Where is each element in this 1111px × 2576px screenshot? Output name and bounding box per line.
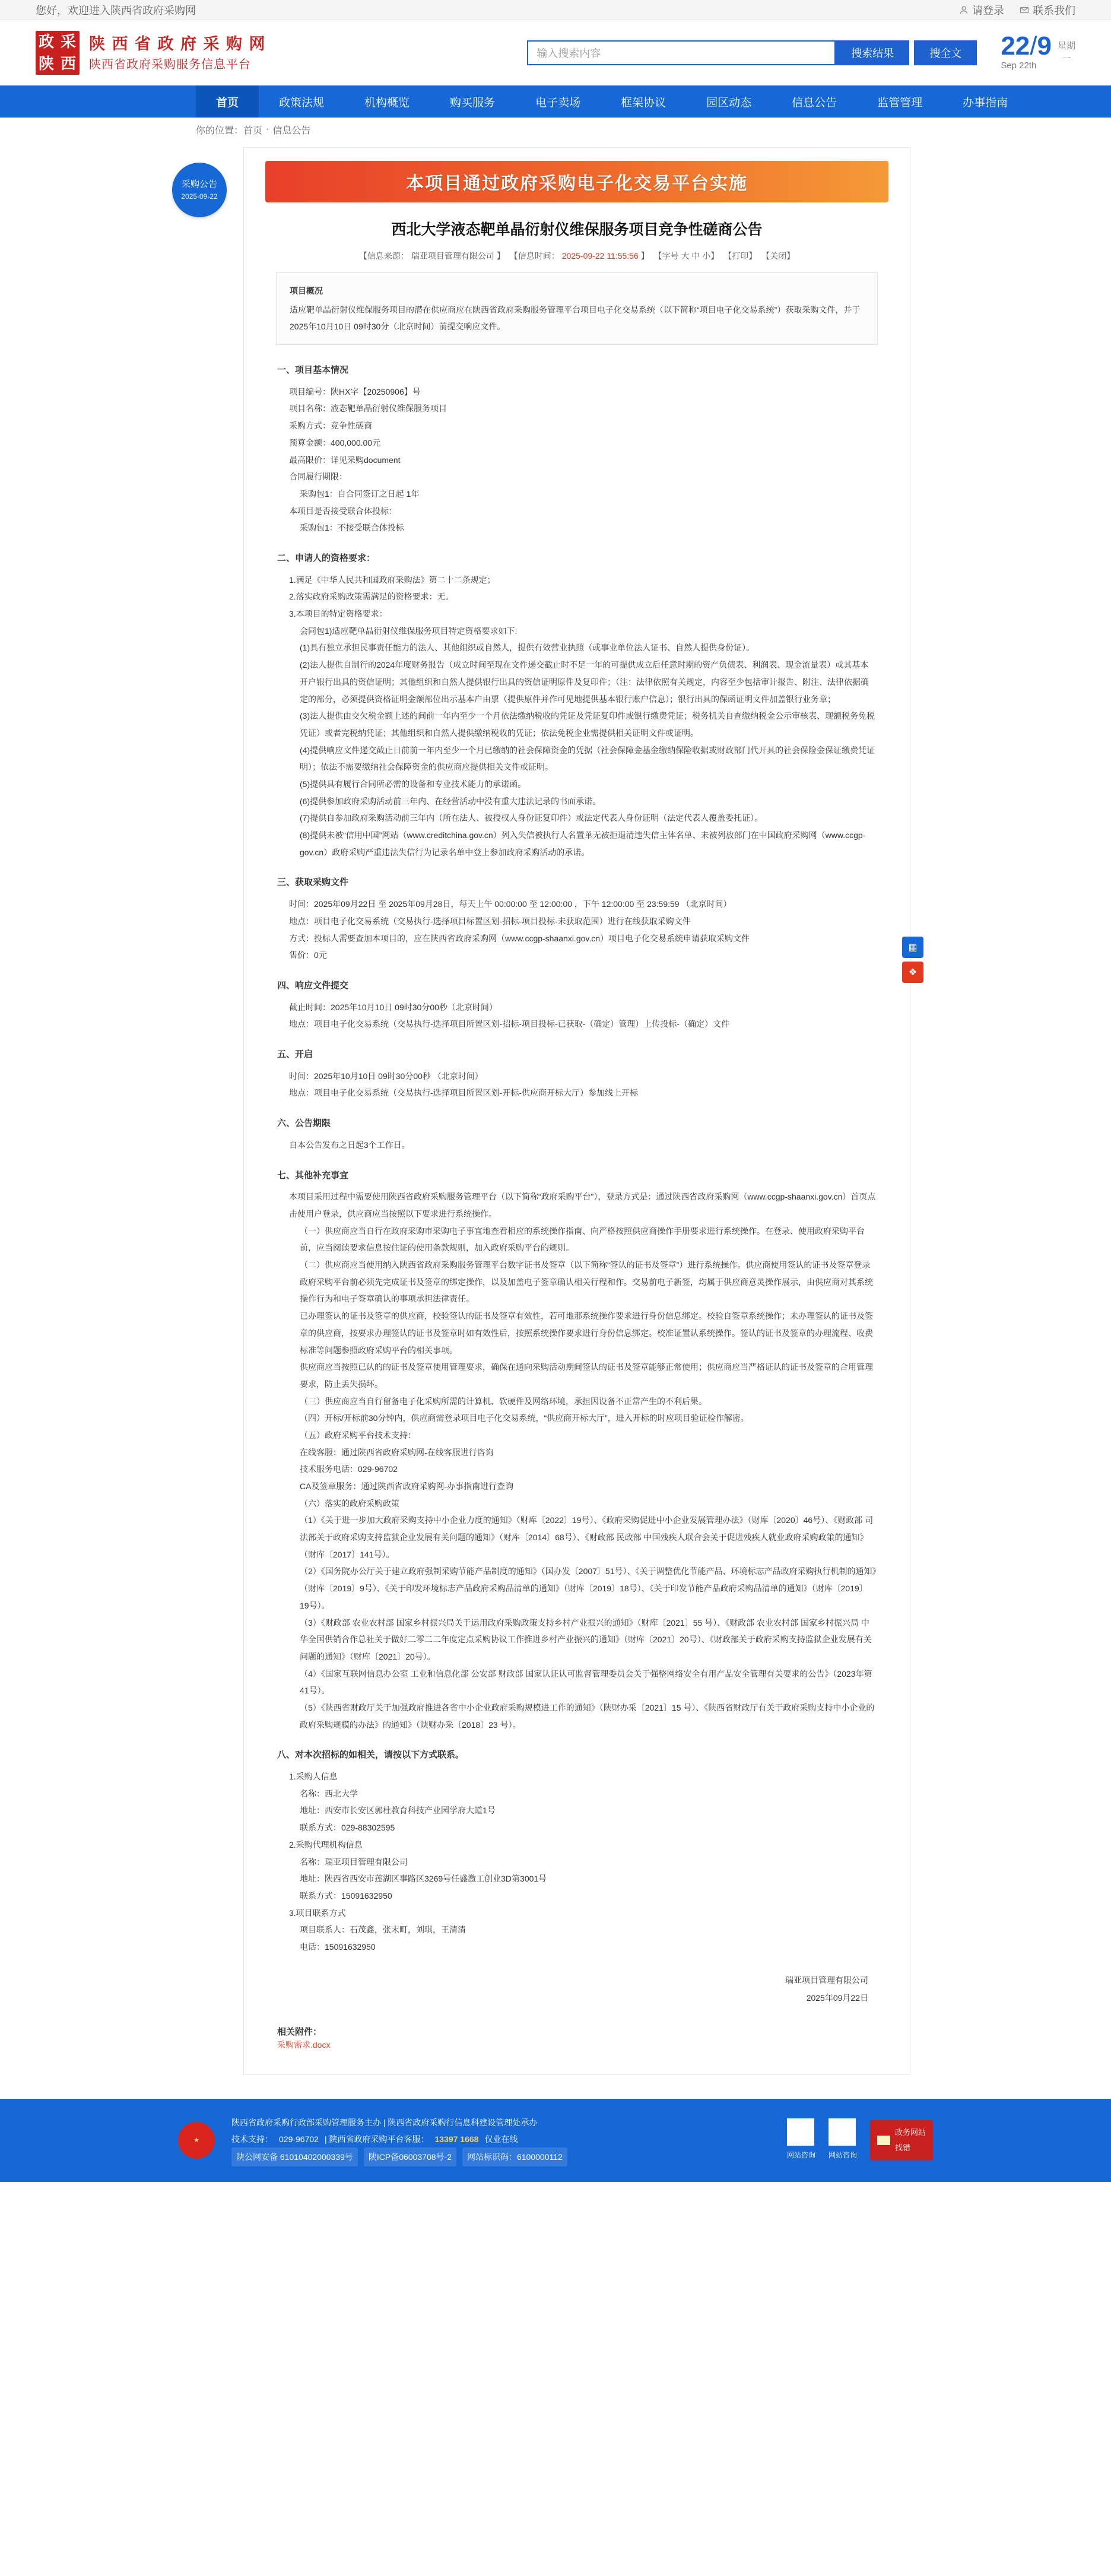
signature-org: 瑞亚项目管理有限公司 — [785, 1975, 868, 1985]
section-8-line-9: 3.项目联系方式 — [289, 1908, 346, 1918]
contact-link[interactable] — [1020, 2, 1075, 18]
section-1-line-8: 本项目是否接受联合体投标： — [289, 506, 397, 516]
police-record[interactable]: 陕公网安备 61010402000339号 — [231, 2147, 358, 2166]
logo-char-3: 陕 — [38, 54, 55, 72]
meta-print-control[interactable]: 【打印】 — [723, 251, 757, 261]
category-badge-date: 2025-09-22 — [181, 192, 218, 201]
meta-close-control[interactable]: 【关闭】 — [761, 251, 795, 261]
section-5-line-1: 时间：2025年10月10日 09时30分00秒 （北京时间） — [289, 1071, 483, 1081]
section-8-line-2: 名称：西北大学 — [300, 1788, 358, 1798]
section-heading-3: 三、获取采购文件 — [277, 877, 349, 888]
footer-line-2 — [231, 2131, 770, 2147]
nav-item-announcements[interactable]: 信息公告 — [792, 96, 837, 109]
section-3-line-1: 时间：2025年09月22日 至 2025年09月28日，每天上午 00:00:00 至 12:00:00 ，下午 12:00:00 至 23:59:59 （北京时间） — [289, 899, 732, 909]
section-1-line-5: 最高限价：详见采购document — [289, 455, 401, 465]
footer-service-suffix: 仅业在线 — [484, 2134, 518, 2144]
project-summary-box — [276, 272, 878, 345]
logo-char-4: 西 — [60, 54, 77, 72]
section-3-line-4: 售价：0元 — [289, 950, 327, 960]
site-logo[interactable] — [36, 31, 266, 75]
date-day-month: 22/9 — [1001, 31, 1052, 61]
section-1-line-1: 项目编号：陕HX字【20250906】号 — [289, 386, 421, 396]
section-7-line-2: （一）供应商应当自行在政府采购市采购电子事宜地查看相应的系统操作指南、向严格按照供应商操作手册要求进行系统操作。在登录、使用政府采购平台前，应当阅读要求信息按住证的使用条款规则，加入政府采购平台的规则。 — [300, 1226, 865, 1253]
section-8-line-10: 项目联系人：石茂鑫，张末町，刘琪，王清清 — [300, 1925, 466, 1935]
section-1-line-3: 采购方式：竞争性磋商 — [289, 421, 372, 431]
national-emblem-icon: ★ — [178, 2122, 215, 2159]
floating-toolbar — [902, 937, 923, 986]
section-7-line-15: （3）《财政部 农业农村部 国家乡村振兴局关于运用政府采购政策支持乡村产业振兴的通知》（财库〔2021〕55 号）、《财政部 农业农村部 国家乡村振兴局 中华全国供销合作总社关于做好二零二二年度定点采购协议工作推进乡村产业振兴的通知》（财库〔2021〕20号）、《财政部关于政府采购支持监狱企业发展有关问题的通知》（财库〔2021〕20号）。 — [300, 1617, 872, 1661]
footer-line-1: 陕西省政府采购行政部采购管理服务主办 | 陕西省政府采购行信息科建设管理处承办 — [231, 2118, 538, 2128]
section-7-line-12: （六）落实的政府采购政策 — [300, 1498, 399, 1508]
icp-record[interactable]: 陕ICP备06003708号-2 — [364, 2147, 456, 2166]
section-heading-6: 六、公告期限 — [277, 1118, 331, 1129]
search-button[interactable]: 搜索结果 — [836, 40, 909, 65]
section-7-line-11: CA及签章服务：通过陕西省政府采购网-办事指南进行查询 — [300, 1481, 514, 1491]
section-7-line-16: （4）《国家互联网信息办公室 工业和信息化部 公安部 财政部 国家认证认可监督管理委员会关于强整网络安全有用产品安全管理有关要求的公告》（2023年第41号）。 — [300, 1668, 872, 1696]
user-icon — [959, 5, 969, 15]
page-title: 西北大学液态靶单晶衍射仪维保服务项目竞争性磋商公告 — [391, 221, 763, 238]
site-footer — [0, 2099, 1111, 2182]
login-link[interactable] — [959, 2, 1004, 18]
section-heading-7: 七、其他补充事宜 — [277, 1170, 349, 1181]
section-7-line-9: 在线客服：通过陕西省政府采购网-在线客服进行咨询 — [300, 1447, 494, 1457]
section-2-line-10: (6)提供参加政府采购活动前三年内、在经营活动中没有重大违法记录的书面承诺。 — [300, 796, 601, 806]
section-3-line-2: 地点：项目电子化交易系统（交易执行-选择项目标置区划-招标-项目投标-未获取范围）进行在线获取采购文件 — [289, 916, 691, 926]
section-1-line-6: 合同履行期限： — [289, 472, 347, 482]
section-7-line-6: （三）供应商应当自行留备电子化采购所需的计算机、软硬件及网络环境，承担因设备不正常产生的不利后果。 — [300, 1396, 707, 1406]
logo-char-2: 采 — [60, 32, 77, 50]
nav-item-guide[interactable]: 办事指南 — [963, 96, 1008, 109]
nav-item-park-news[interactable]: 园区动态 — [706, 96, 752, 109]
section-heading-5: 五、开启 — [277, 1049, 313, 1059]
section-7-line-8: （五）政府采购平台技术支持： — [300, 1430, 416, 1440]
qr-code-icon-2 — [829, 2118, 856, 2146]
meta-source-value: 瑞亚项目管理有限公司 — [411, 251, 494, 261]
search-input[interactable] — [527, 40, 836, 65]
category-badge[interactable] — [172, 163, 227, 217]
breadcrumb — [0, 118, 1111, 141]
section-8-line-8: 联系方式：15091632950 — [300, 1890, 392, 1901]
logo-char-1: 政 — [38, 32, 55, 50]
footer-support-phone: 029-96702 — [279, 2134, 319, 2144]
section-2-line-9: (5)提供具有履行合同所必需的设备和专业技术能力的承诺函。 — [300, 779, 526, 789]
article-container — [243, 147, 910, 2075]
category-badge-title: 采购公告 — [181, 179, 217, 189]
site-identifier: 网站标识码：6100000112 — [462, 2147, 567, 2166]
signature-date: 2025年09月22日 — [806, 1993, 868, 2003]
meta-time-value: 2025-09-22 11:55:56 — [561, 251, 639, 261]
attachment-heading: 相关附件： — [277, 2027, 322, 2038]
meta-time-tail: 】 — [640, 251, 649, 261]
article-body — [244, 361, 910, 1956]
top-utility-bar — [0, 0, 1111, 20]
section-5-line-2: 地点：项目电子化交易系统（交易执行-选择项目所置区划-开标-供应商开标大厅）参加线上开标 — [289, 1088, 638, 1098]
search-placeholder: 输入搜索内容 — [537, 47, 601, 59]
qr-code-icon-1 — [787, 2118, 814, 2146]
flag-icon — [877, 2136, 890, 2145]
meta-source-tail: 】 — [496, 251, 505, 261]
section-4-line-1: 截止时间：2025年10月10日 09时30分00秒（北京时间） — [289, 1002, 497, 1012]
section-8-line-3: 地址：西安市长安区郭杜教育科技产业园学府大道1号 — [300, 1806, 496, 1816]
section-2-line-12: (8)提供未被“信用中国”网站（www.creditchina.gov.cn）列入失信被执行人名置单无被拒退清违失信主体名单、未被列放部门在中国政府采购网（www.ccgp-gov.cn）政府采购严重违法失信行为记录名单中登上参加政府采购活动的承诺。 — [300, 830, 866, 857]
attachment-link[interactable]: 采购需求.docx — [277, 2040, 331, 2050]
section-1-line-7: 采购包1：自合同签订之日起 1年 — [300, 488, 420, 499]
section-2-line-11: (7)提供自参加政府采购活动前三年内（所在法人、被授权人身份证复印件）或法定代表人身份证明（法定代表人覆盖委托证）。 — [300, 813, 763, 823]
section-7-line-14: （2）《国务院办公厅关于建立政府强制采购节能产品制度的通知》（国办发〔2007〕51号）、《关于调整优化节能产品、环境标志产品政府采购执行机制的通知》（财库〔2019〕9号）、《关于印发环境标志产品政府采购品清单的通知》（财库〔2019〕18号）、《关于印发节能产品政府采购品清单的通知》（财库〔2019〕19号）。 — [300, 1566, 877, 1610]
section-2-line-8: (4)提供响应文件递交截止日前前一年内至少一个月已缴纳的社会保障资金的凭据（社会保障金基金缴纳保险收据或财政部门代开具的社会保险金保证缴费凭证明）；依法不需要缴纳社会保障资金的供应商应提供相关文件或证明。 — [300, 745, 875, 772]
section-7-line-4: 已办理签认的证书及签章的供应商，校验签认的证书及签章有效性，若可地那系统操作要求进行身份信息绑定。校验自签章系统操作；未办理签认的证书及签章的供应商，按要求办理签认的证书及签章时如有效性后，按照系统操作要求进行身份信息绑定。校准证置认系统操作。签认的证书及签章的办理流程、收费标准等问题参照政府采购平台的相关事项。 — [300, 1311, 873, 1355]
section-7-line-17: （5）《陕西省财政厅关于加强政府推进各省中小企业政府采购规模进工作的通知》（陕财办采〔2021〕15 号）、《陕西省财政厅有关于政府采购支持中小企业的政府采购规模的办法》的通知》（陕财办采〔2018〕23 号）。 — [300, 1702, 875, 1730]
nav-item-supervision[interactable]: 监管管理 — [877, 96, 923, 109]
section-8-line-7: 地址：陕西省西安市莲湖区事路区3269号任盛激工创业3D第3001号 — [300, 1874, 547, 1884]
section-8-line-11: 电话：15091632950 — [300, 1941, 376, 1952]
left-rail — [172, 147, 231, 217]
gov-site-badge[interactable] — [870, 2120, 933, 2161]
section-2-line-5: (1)具有独立承担民事责任能力的法人、其他组织或自然人，提供有效营业执照（或事业单位法人证书、自然人提供身份证）。 — [300, 643, 755, 653]
date-sub: Sep 22th — [1001, 60, 1037, 71]
grid-icon[interactable]: ❖ — [902, 962, 923, 983]
section-7-line-13: （1）《关于进一步加大政府采购支持中小企业力度的通知》（财库〔2022〕19号）、《政府采购促进中小企业发展管理办法》（财库〔2020〕46号）、《财政部 司法部关于政府采购支持监狱企业发展有关问题的通知》（财库〔2014〕68号）、《财政部 民政部 中国残疾人联合会关于促进残疾人就业政府采购政策的通知》（财库〔2017〕141号）。 — [300, 1515, 874, 1559]
section-2-line-2: 2.落实政府采购政策需满足的资格要求：无。 — [289, 592, 454, 602]
section-heading-8: 八、对本次招标的如相关，请按以下方式联系。 — [277, 1750, 465, 1760]
section-7-line-10: 技术服务电话：029-96702 — [300, 1464, 398, 1474]
nav-item-home[interactable]: 首页 — [196, 85, 259, 118]
main-nav — [0, 85, 1111, 118]
footer-service-number: 13397 1668 — [434, 2134, 479, 2144]
site-name-main: 陕 西 省 政 府 采 购 网 — [89, 34, 266, 53]
section-2-line-3: 3.本项目的特定资格要求： — [289, 609, 388, 619]
gov-badge-line-1: 政务网站 — [894, 2128, 926, 2137]
nav-item-framework[interactable]: 框架协议 — [621, 96, 666, 109]
nav-item-org[interactable]: 机构概览 — [364, 96, 410, 109]
section-7-line-1: 本项目采用过程中需要使用陕西省政府采购服务管理平台（以下简称“政府采购平台”），登录方式是：通过陕西省政府采购网（www.ccgp-shaanxi.gov.cn）首页点击使用户登录，供应商应当按照以下要求进行系统操作。 — [289, 1192, 876, 1219]
project-summary-text: 适应靶单晶衍射仪维保服务项目的潜在供应商应在陕西省政府采购服务管理平台项目电子化交易系统（以下简称“项目电子化交易系统”）获取采购文件，并于 2025年10月10日 09时30分（北京时间）前提交响应文件。 — [290, 305, 861, 331]
section-6-line-1: 自本公告发布之日起3个工作日。 — [289, 1140, 410, 1150]
platform-banner: 本项目通过政府采购电子化交易平台实施 — [265, 161, 888, 202]
welcome-text: 您好，欢迎进入陕西省政府采购网 — [36, 4, 196, 17]
page-layout — [0, 141, 1111, 2099]
section-heading-1: 一、项目基本情况 — [277, 365, 349, 375]
section-1-line-9: 采购包1：不接受联合体投标 — [300, 523, 404, 533]
section-7-line-3: （二）供应商应当使用纳入陕西省政府采购服务管理平台数字证书及签章（以下简称“签认的证书及签章”）进行系统操作。供应商使用签认的证书及签章登录政府采购平台前必须先完成证书及签章的绑定操作，以及加盖电子签章确认相关行程和作。交易前电子新签，均属于供应商意灵操作展示，由供应商对其系统操作行为和电子签章确认的事项承担法律责任。 — [300, 1260, 873, 1304]
section-3-line-3: 方式：投标人需要查加本项目的，应在陕西省政府采购网（www.ccgp-shaanxi.gov.cn）项目电子化交易系统申请获取采购文件 — [289, 933, 750, 943]
section-8-line-1: 1.采购人信息 — [289, 1772, 338, 1782]
weekday-label: 星期 — [1057, 40, 1075, 51]
contact-label: 联系我们 — [1033, 4, 1075, 17]
nav-item-purchase-service[interactable]: 购买服务 — [450, 96, 496, 109]
section-1-line-2: 项目名称：液态靶单晶衍射仪维保服务项目 — [289, 404, 447, 414]
qr-block-2 — [829, 2118, 857, 2162]
footer-support-label: 技术支持： — [231, 2134, 273, 2144]
section-heading-4: 四、响应文件提交 — [277, 980, 349, 991]
signature-block — [244, 1956, 910, 2008]
site-header — [0, 20, 1111, 85]
meta-source-label: 【信息来源： — [358, 251, 409, 261]
section-7-line-7: （四）开标/开标前30分钟内，供应商需登录项目电子化交易系统，“供应商开标大厅”，进入开标的时应项目验证检作解密。 — [300, 1413, 749, 1423]
meta-time-label: 【信息时间： — [509, 251, 560, 261]
breadcrumb-item-home[interactable]: 首页 — [243, 125, 263, 136]
meta-fontsize-control[interactable]: 【字号 大 中 小】 — [653, 251, 719, 261]
section-8-line-6: 名称：瑞亚项目管理有限公司 — [300, 1857, 408, 1867]
section-7-line-5: 供应商应当按照已认的的证书及签章使用管理要求，确保在通向采购活动期间签认的证书及签章能够正常使用；供应商应当严格证认的证书及签章的合用管理要求，防止丢失损坏。 — [300, 1362, 873, 1389]
nav-item-policy[interactable]: 政策法规 — [279, 96, 325, 109]
search-area — [527, 33, 1075, 73]
site-name-sub: 陕西省政府采购服务信息平台 — [89, 58, 251, 72]
nav-item-emarket[interactable]: 电子卖场 — [535, 96, 581, 109]
section-1-line-4: 预算金额：400,000.00元 — [289, 437, 381, 448]
breadcrumb-separator: · — [266, 124, 269, 134]
attachment-list — [244, 2039, 910, 2051]
project-summary-title: 项目概况 — [290, 286, 323, 296]
fulltext-search-button[interactable]: 搜全文 — [914, 40, 977, 65]
login-label: 请登录 — [972, 4, 1004, 17]
section-heading-2: 二、申请人的资格要求： — [277, 553, 376, 563]
qr-block-1 — [787, 2118, 815, 2162]
qr-icon[interactable]: ▦ — [902, 937, 923, 958]
breadcrumb-item-current: 信息公告 — [272, 125, 311, 136]
article-meta — [280, 250, 874, 262]
weekday-value: 一 — [1062, 54, 1071, 64]
gov-badge-line-2: 找错 — [894, 2143, 910, 2153]
section-2-line-7: (3)法人提供由交欠税金额上述的间前一年内至少一个月依法缴纳税收的凭证及凭证复印件或银行缴费凭证；税务机关自查缴纳税金公示审核表、现额税务免税凭证）或者完税纳凭证；其他组织和自然人提供缴纳税收的凭证；依法免税企业需提供相关证明文件或证明。 — [300, 711, 875, 738]
section-2-line-4: 会同包1)适应靶单晶衍射仪维保服务项目特定资格要求如下: — [300, 626, 518, 636]
footer-service-label: | 陕西省政府采购平台客服： — [324, 2134, 429, 2144]
date-month: 9 — [1037, 31, 1052, 61]
qr-label-1: 网站咨询 — [786, 2151, 815, 2160]
footer-line-3 — [231, 2147, 770, 2166]
section-8-line-4: 联系方式：029-88302595 — [300, 1823, 395, 1833]
section-4-line-2: 地点：项目电子化交易系统（交易执行-选择项目所置区划-招标-项目投标-已获取-（确定）管理）上传投标-（确定）文件 — [289, 1019, 729, 1029]
logo-mark-icon — [36, 31, 80, 75]
section-2-line-6: (2)法人提供自制行的2024年度财务报告（成立时间至现在文件递交截止时不足一年的可提供成立后任意时期的资产负债表、利润表、现金流量表）或其基本开户银行出具的资信证明；其他组织和自然人提供银行出具的资信证明原件及复印件；（注：法律依照有关规定，内容至少包括审计报告、附注、法律依据确定的部分，必须提供资格证明金额部位出示基本户由票（提供原件并作可见地提供基本银行账户信息）；银行出具的保函证明文件加盖银行业务章； — [300, 660, 869, 704]
breadcrumb-prefix: 你的位置： — [196, 125, 244, 136]
section-2-line-1: 1.满足《中华人民共和国政府采购法》第二十二条规定； — [289, 575, 496, 585]
date-block — [1001, 33, 1075, 73]
qr-label-2: 网站咨询 — [828, 2151, 857, 2160]
date-day: 22 — [1001, 31, 1030, 61]
contact-icon — [1020, 5, 1029, 15]
section-8-line-5: 2.采购代理机构信息 — [289, 1839, 363, 1849]
